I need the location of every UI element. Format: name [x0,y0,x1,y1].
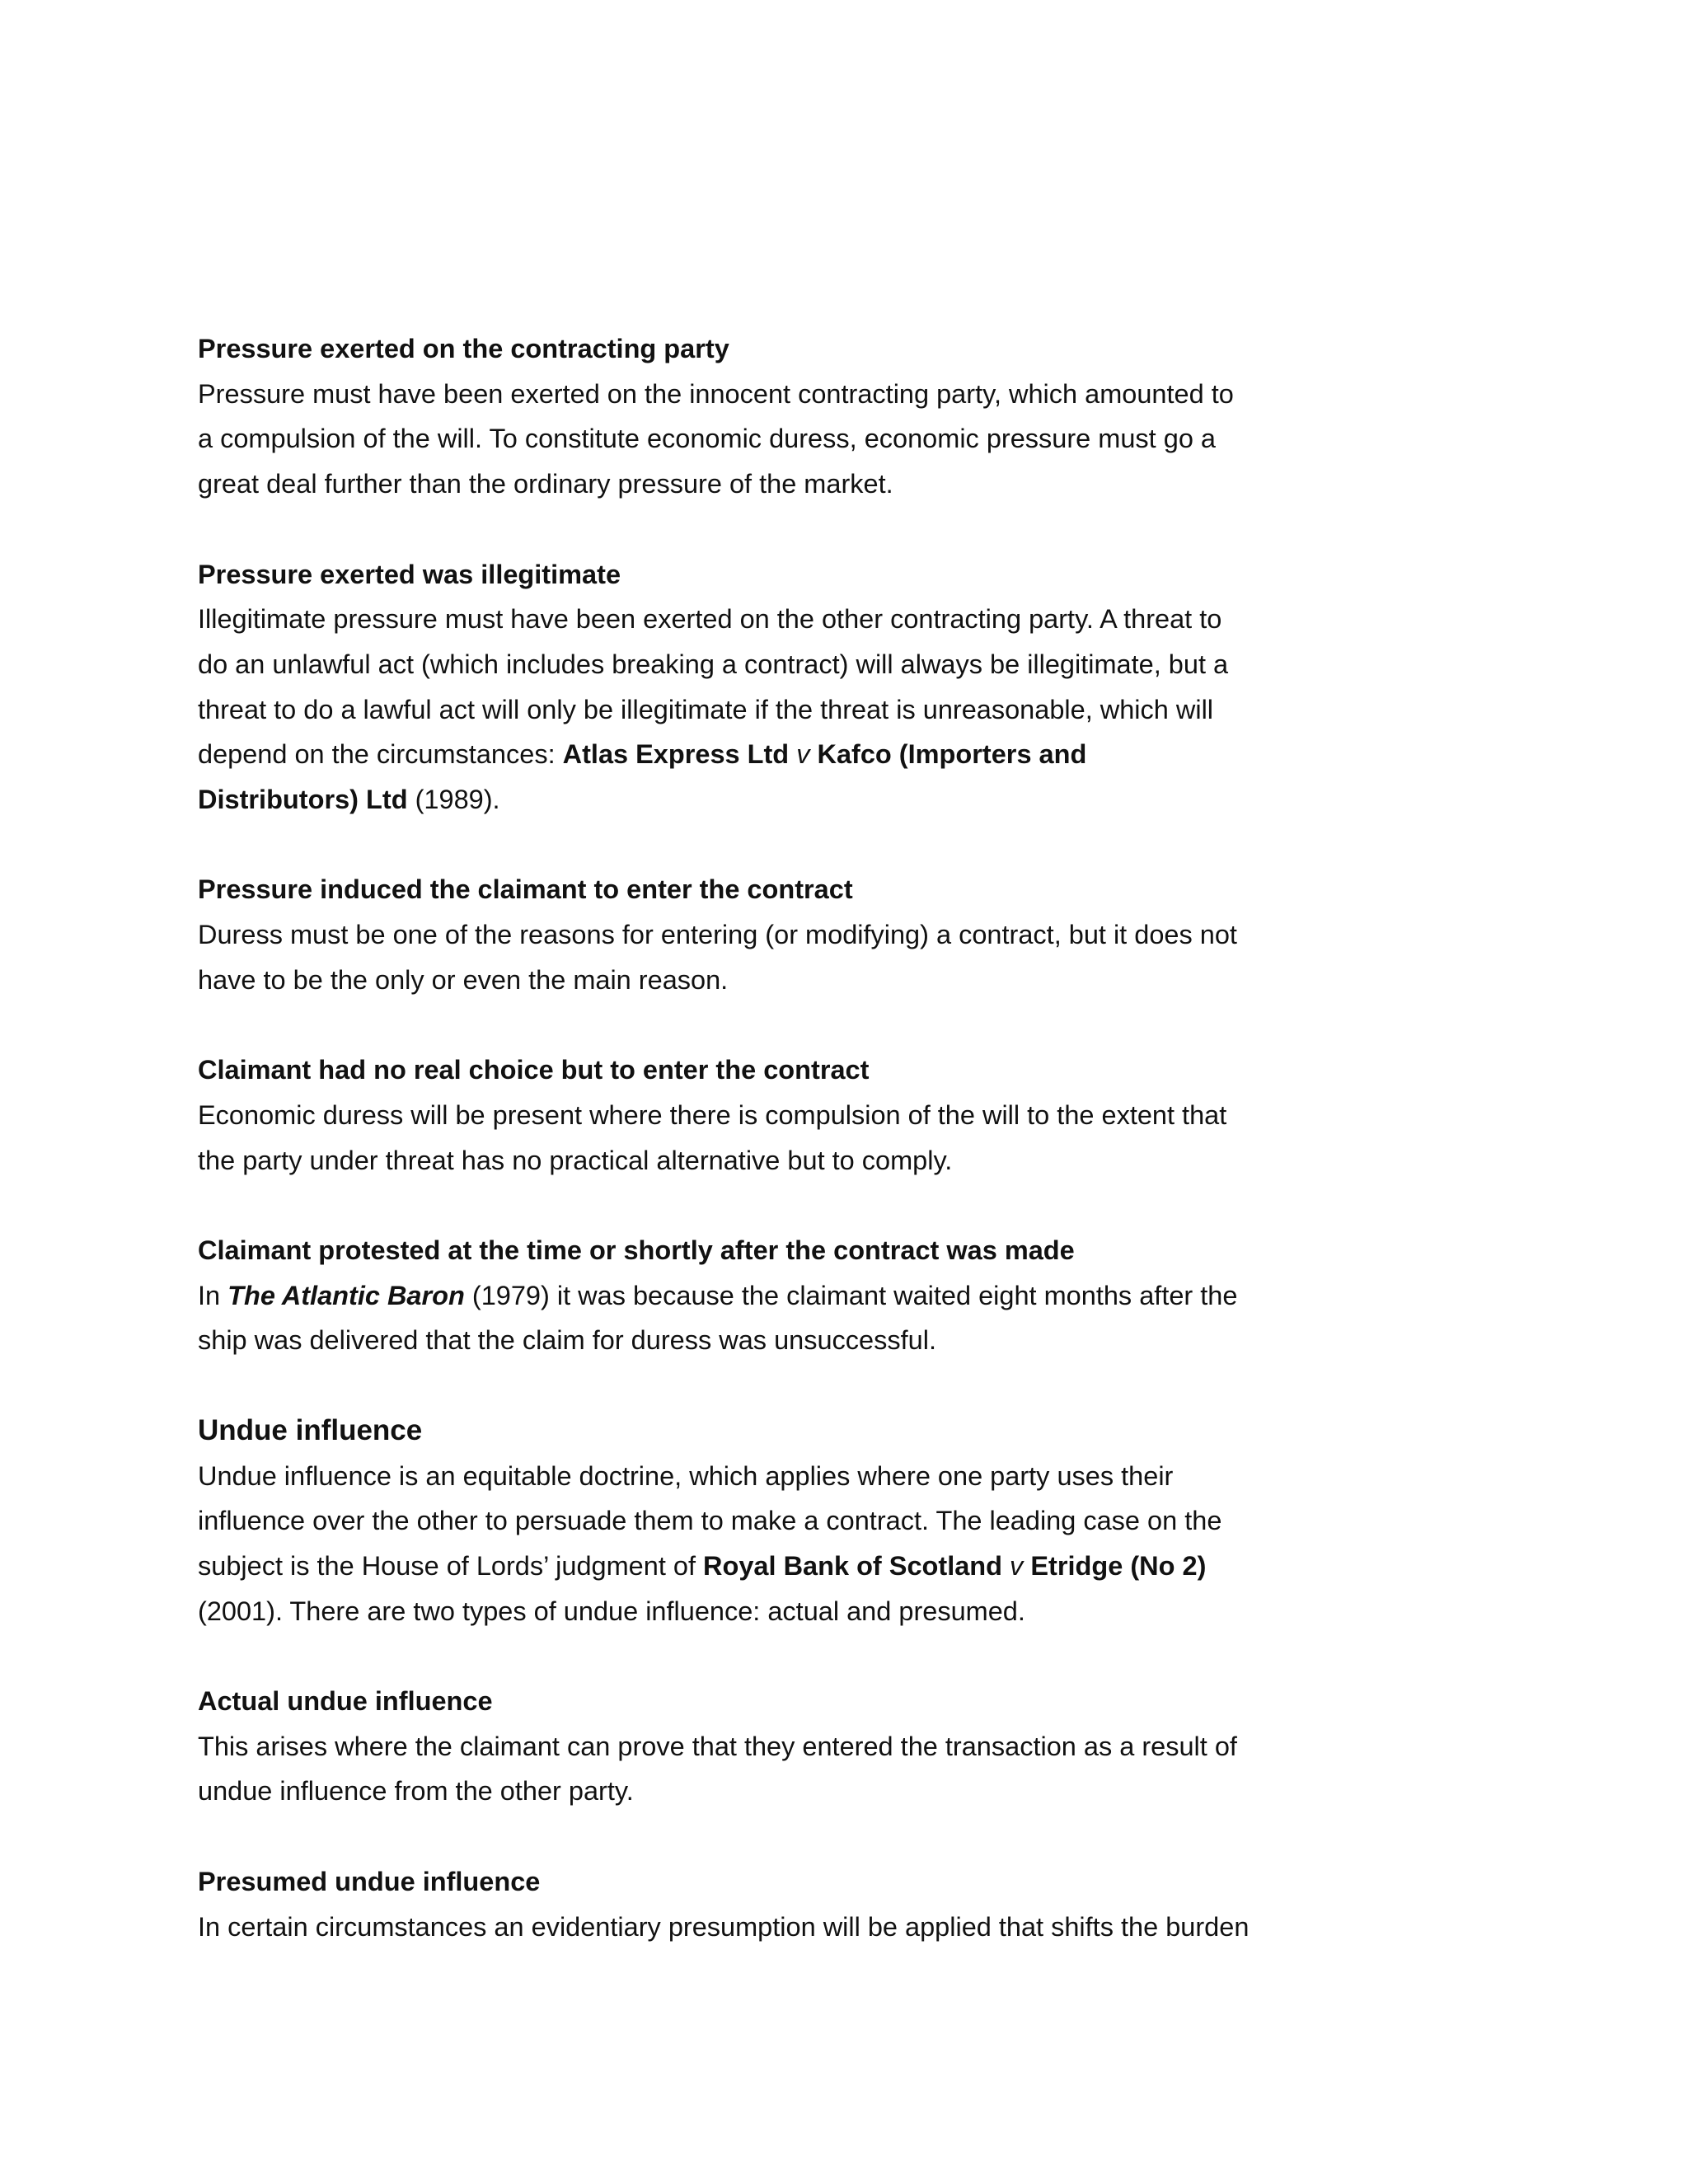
section-paragraph: Economic duress will be present where there is compulsion of the will to the extent that the party under threat has no practical alternative but to comply. [198,1099,1227,1175]
section-pressure-illegitimate [198,552,1253,823]
section-heading: Actual undue influence [198,1686,493,1716]
section-paragraph: Duress must be one of the reasons for entering (or modifying) a contract, but it does not have to be the only or even the main reason. [198,920,1237,995]
case-party-2: Etridge (No 2) [1030,1550,1207,1581]
paragraph-text: Illegitimate pressure must have been exerted on the other contracting party. A threat to do an unlawful act (which includes breaking a contract) will always be illegitimate, but a threat to do a lawful act will only be illegitimate if the threat is unreasonable, which will depend on the circumstances: [198,604,1229,770]
section-heading: Presumed undue influence [198,1866,541,1896]
section-heading: Undue influence [198,1413,423,1446]
section-paragraph [198,597,1253,823]
section-no-real-choice [198,1047,1253,1183]
document-body [198,326,1253,1994]
paragraph-text: (1979) it was because the claimant waited eight months after the ship was delivered that the claim for duress was unsuccessful. [198,1280,1238,1356]
case-party-1: Royal Bank of Scotland [703,1550,1003,1581]
section-heading: Claimant protested at the time or shortly after the contract was made [198,1235,1075,1265]
section-actual-undue-influence [198,1679,1253,1814]
section-pressure-induced [198,867,1253,1002]
section-paragraph: Pressure must have been exerted on the innocent contracting party, which amounted to a compulsion of the will. To constitute economic duress, economic pressure must go a great deal further than the ordinary pressure of the market. [198,378,1234,499]
paragraph-text: (2001). There are two types of undue influence: actual and presumed. [198,1596,1025,1626]
section-heading: Pressure exerted was illegitimate [198,559,621,589]
section-undue-influence [198,1408,1253,1634]
case-versus: v [796,739,810,770]
section-heading: Claimant had no real choice but to enter the contract [198,1055,870,1085]
section-paragraph: This arises where the claimant can prove that they entered the transaction as a result of undue influence from the other party. [198,1731,1237,1807]
case-name: The Atlantic Baron [227,1280,465,1310]
paragraph-text: In [198,1280,228,1310]
case-party-2: Kafco (Importers and Distributors) Ltd [198,739,1087,815]
section-heading: Pressure induced the claimant to enter the contract [198,874,853,905]
section-pressure-exerted [198,326,1253,507]
paragraph-text: (1989). [407,785,500,815]
section-paragraph: In certain circumstances an evidentiary presumption will be applied that shifts the burden [198,1911,1250,1942]
section-presumed-undue-influence [198,1859,1253,1949]
section-paragraph [198,1454,1253,1634]
section-claimant-protested [198,1228,1253,1363]
paragraph-text: Undue influence is an equitable doctrine, which applies where one party uses their influence over the other to persuade them to make a contract. The leading case on the subject is the House of Lords’ judgment of [198,1460,1222,1581]
case-party-1: Atlas Express Ltd [562,739,790,770]
section-paragraph [198,1273,1253,1363]
case-versus: v [1010,1550,1024,1581]
section-heading: Pressure exerted on the contracting party [198,334,729,363]
